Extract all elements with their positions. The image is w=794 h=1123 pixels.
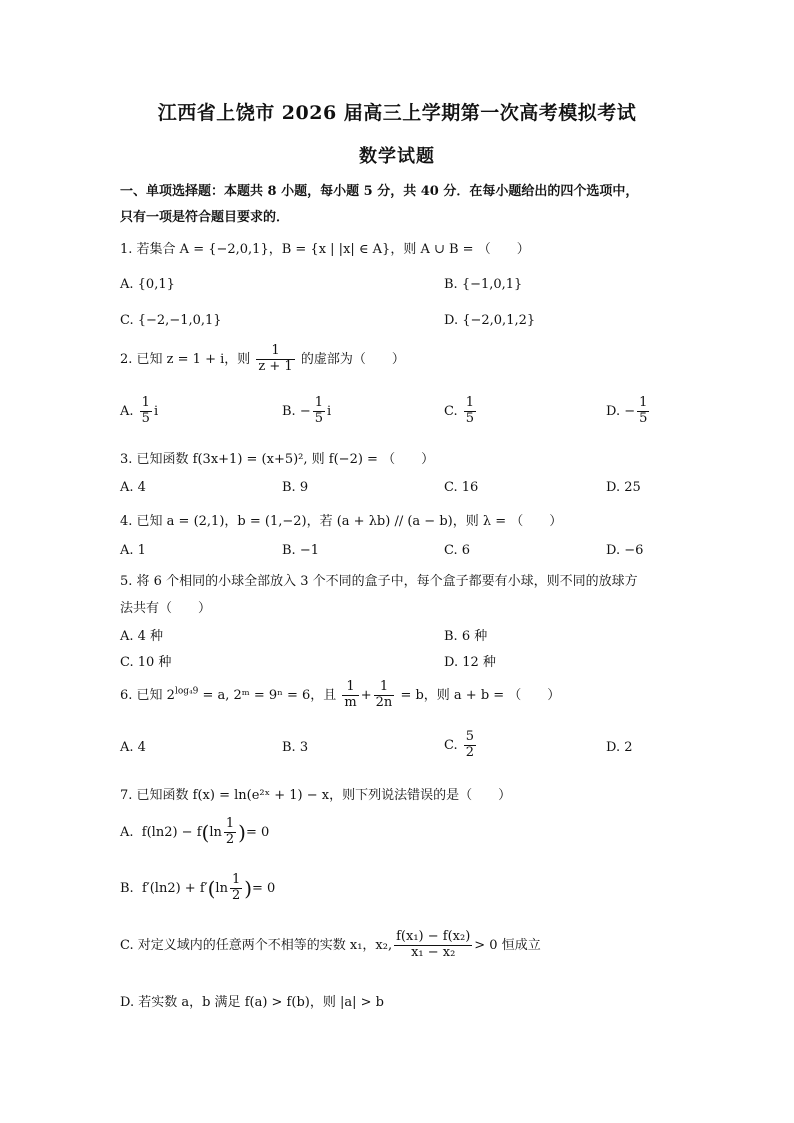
question-5-option-d[interactable]: D. 12 种 (444, 655, 496, 670)
question-1-stem: 1. 若集合 A = {−2,0,1}，B = {x | |x| ∈ A}，则 A ∪ B = （ ） (120, 242, 530, 257)
question-6-option-a[interactable]: A. 4 (120, 740, 146, 755)
question-1-option-a[interactable]: A. {0,1} (120, 277, 175, 292)
question-2-option-a[interactable]: A. $\frac{1}{5}$ i (120, 395, 159, 426)
question-7-option-d[interactable]: D. 若实数 a，b 满足 f(a) > f(b)，则 |a| > b (120, 995, 384, 1010)
page-title: 江西省上饶市 2026 届高三上学期第一次高考模拟考试 (157, 102, 637, 124)
section-heading-line1: 一、单项选择题：本题共 8 小题，每小题 5 分，共 40 分．在每小题给出的四个选项中， (120, 184, 639, 199)
question-4-option-c[interactable]: C. 6 (444, 543, 471, 558)
question-1-option-b[interactable]: B. {−1,0,1} (444, 277, 523, 292)
question-4-stem: 4. 已知 a = (2,1)，b = (1,−2)，若 (a + λb) // (a − b)，则 λ = （ ） (120, 514, 563, 529)
question-1-option-c[interactable]: C. {−2,−1,0,1} (120, 313, 222, 328)
question-7-option-b[interactable]: B. f′(ln2) + f′(ln $\frac{1}{2}$ )= 0 (120, 872, 276, 903)
question-3-option-a[interactable]: A. 4 (120, 480, 146, 495)
question-5-option-b[interactable]: B. 6 种 (444, 629, 488, 644)
section-heading-line2: 只有一项是符合题目要求的． (120, 210, 290, 225)
question-6-option-d[interactable]: D. 2 (606, 740, 633, 755)
question-4-option-b[interactable]: B. −1 (282, 543, 319, 558)
question-2-stem-post: 的虚部为（ ） (300, 351, 405, 367)
question-2-stem-pre: 2. 已知 z = 1 + i，则 (120, 351, 251, 367)
question-7-option-c[interactable]: C. 对定义域内的任意两个不相等的实数 x₁，x₂, $\frac{\text{f(x₁) − f(x₂)}}{\text{x₁ − x₂}}$ > 0 恒成立 (120, 929, 541, 960)
question-2-option-c[interactable]: C. $\frac{1}{5}$ (444, 395, 475, 426)
question-5-stem-line1: 5. 将 6 个相同的小球全部放入 3 个不同的盒子中，每个盒子都要有小球，则不同的放球方 (120, 574, 638, 589)
question-6-option-b[interactable]: B. 3 (282, 740, 309, 755)
question-6-stem: 6. 已知 $2^{log_49} = a$, 2ᵐ = 9ⁿ = 6，且 $\frac{1}{m}$ + $\frac{1}{2n}$ = b，则 a + b = （ ） (120, 679, 561, 710)
question-5-stem-line2: 法共有（ ） (120, 601, 212, 616)
question-2-fraction: $\frac{1}{z + 1}$ (258, 343, 293, 374)
question-2-stem (120, 344, 405, 375)
question-4-option-d[interactable]: D. −6 (606, 543, 644, 558)
question-6-option-c[interactable]: C. $\frac{5}{2}$ (444, 729, 475, 760)
question-2-option-b[interactable]: B. − $\frac{1}{5}$ i (282, 395, 332, 426)
question-1-option-d[interactable]: D. {−2,0,1,2} (444, 313, 536, 328)
question-7-option-a[interactable]: A. f(ln2) − f(ln $\frac{1}{2}$ )= 0 (120, 816, 270, 847)
question-3-option-c[interactable]: C. 16 (444, 480, 479, 495)
question-3-stem: 3. 已知函数 f(3x+1) = (x+5)², 则 f(−2) = （ ） (120, 452, 435, 467)
question-5-option-c[interactable]: C. 10 种 (120, 655, 172, 670)
question-3-option-d[interactable]: D. 25 (606, 480, 641, 495)
page-subtitle: 数学试题 (359, 146, 435, 167)
question-7-stem: 7. 已知函数 f(x) = ln(e²ˣ + 1) − x，则下列说法错误的是（ ） (120, 788, 512, 803)
question-3-option-b[interactable]: B. 9 (282, 480, 309, 495)
question-4-option-a[interactable]: A. 1 (120, 543, 146, 558)
question-5-option-a[interactable]: A. 4 种 (120, 629, 164, 644)
question-2-option-d[interactable]: D. − $\frac{1}{5}$ (606, 395, 648, 426)
